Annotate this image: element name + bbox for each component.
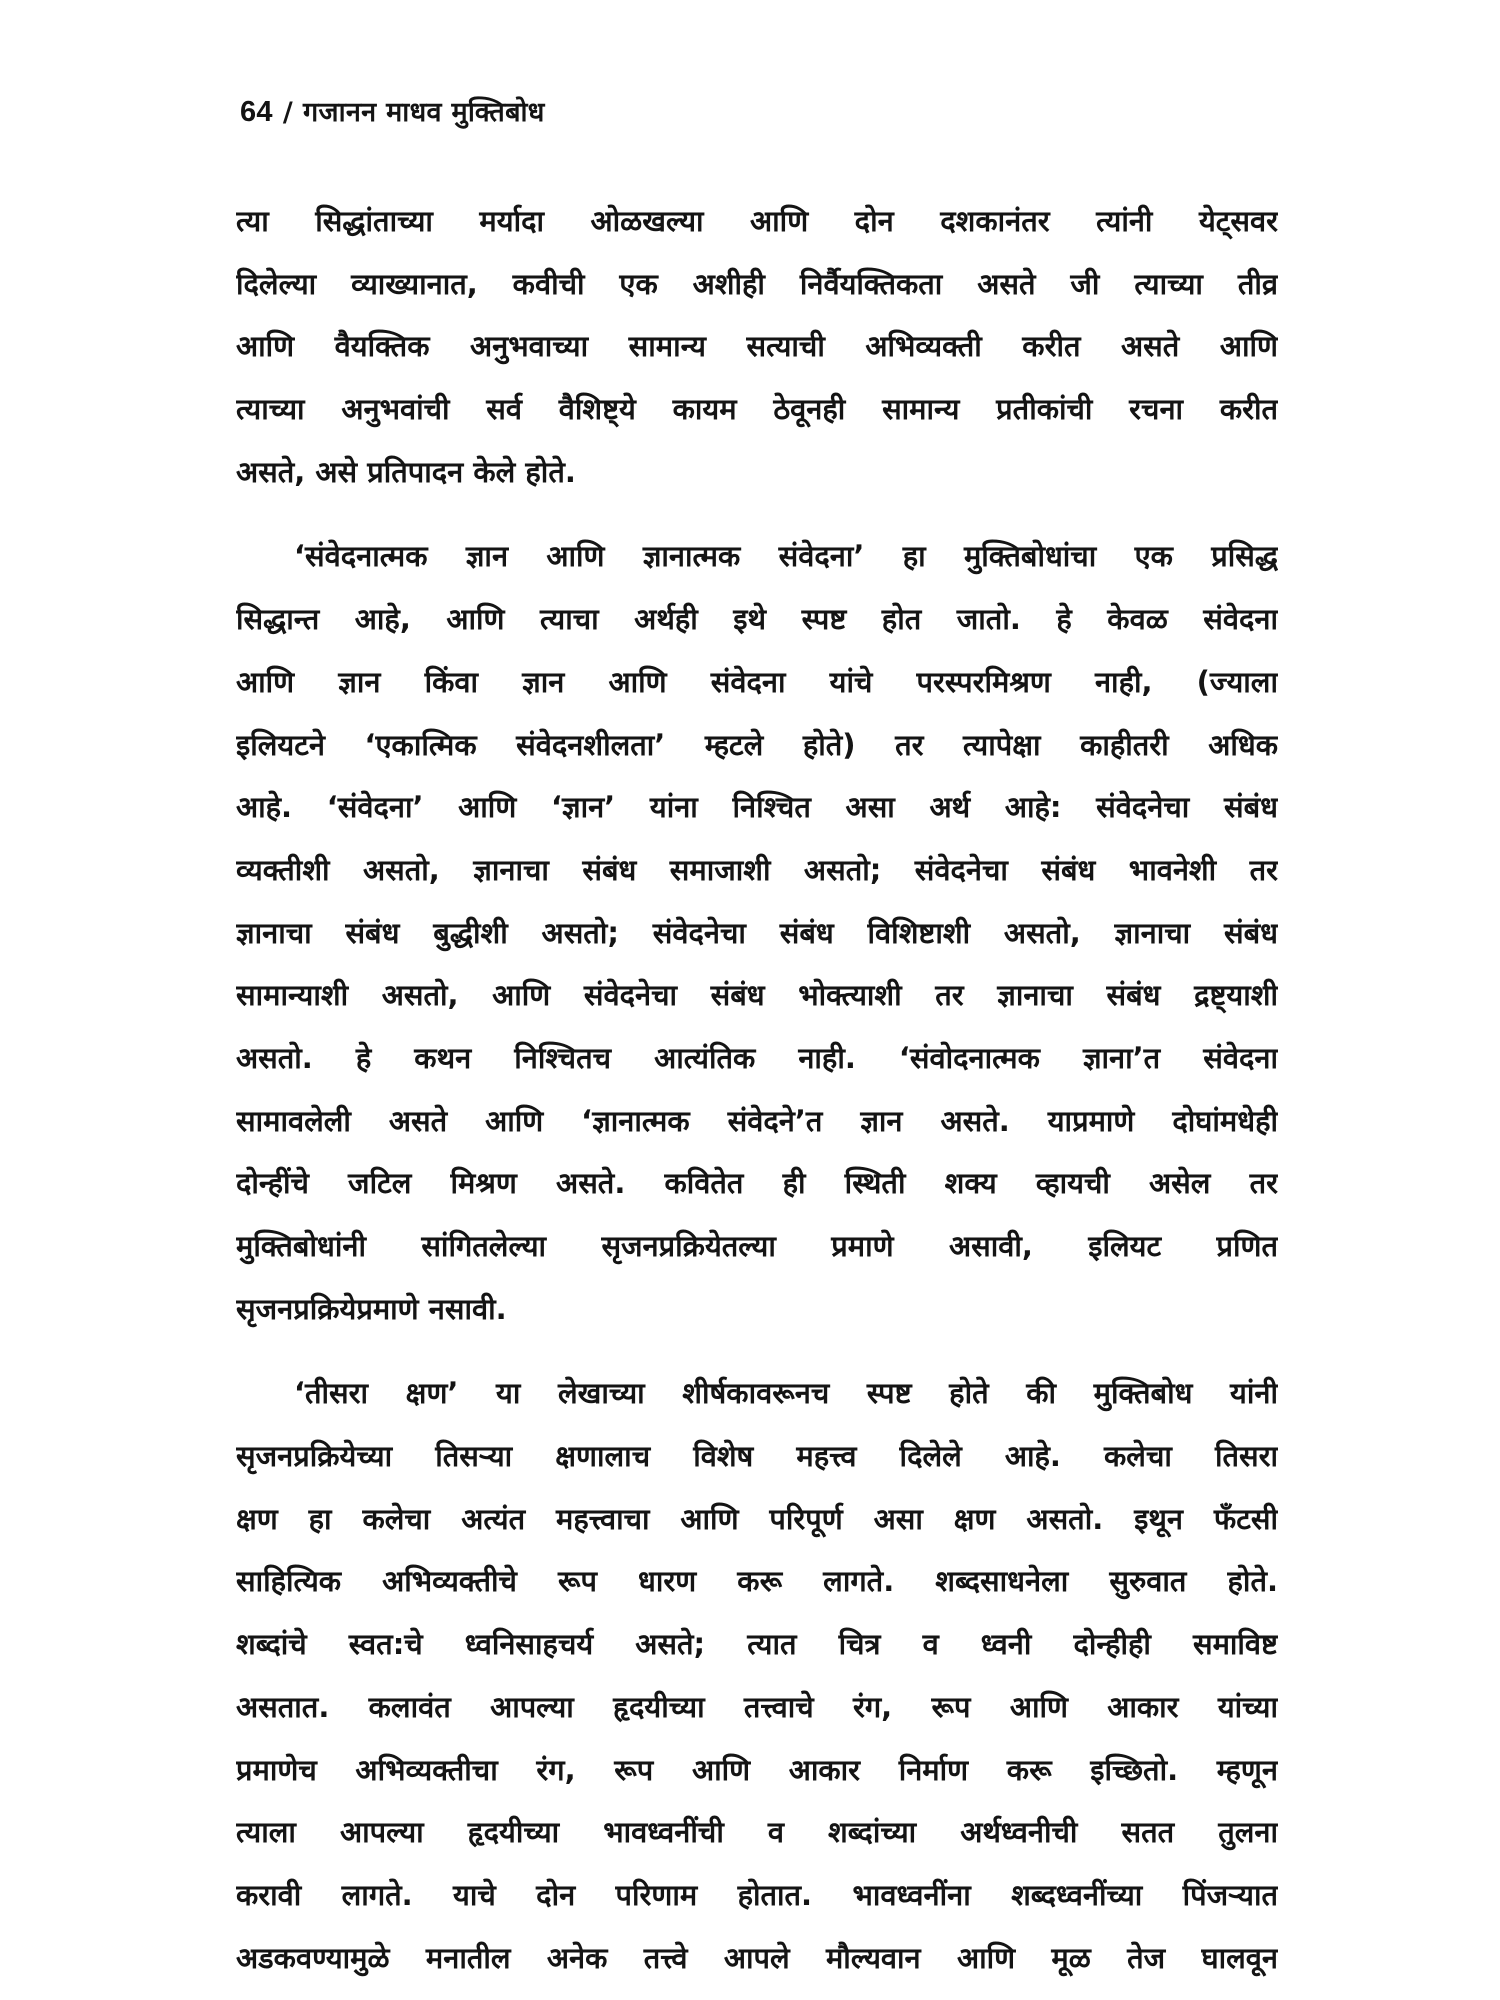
text-line: असतो. हे कथन निश्चितच आत्यंतिक नाही. ‘संवोदनात्मक ज्ञाना’त संवेदना xyxy=(236,1040,1278,1075)
text-line: शब्दांचे स्वत:चे ध्वनिसाहचर्य असते; त्यात चित्र व ध्वनी दोन्हीही समाविष्ट xyxy=(236,1627,1278,1662)
text-line: त्या सिद्धांताच्या मर्यादा ओळखल्या आणि दोन दशकानंतर त्यांनी येट्सवर xyxy=(236,204,1278,238)
text-line: आहे. ‘संवेदना’ आणि ‘ज्ञान’ यांना निश्चित असा अर्थ आहे: संवेदनेचा संबंध xyxy=(236,790,1278,825)
text-line: दोन्हींचे जटिल मिश्रण असते. कवितेत ही स्थिती शक्य व्हायची असेल तर xyxy=(236,1166,1278,1201)
text-line: आणि वैयक्तिक अनुभवाच्या सामान्य सत्याची अभिव्यक्ती करीत असते आणि xyxy=(236,329,1278,364)
text-line: अडकवण्यामुळे मनातील अनेक तत्त्वे आपले मौल्यवान आणि मूळ तेज घालवून xyxy=(236,1940,1278,1975)
header-separator: / xyxy=(282,97,294,128)
text-line: सामावलेली असते आणि ‘ज्ञानात्मक संवेदने’त ज्ञान असते. याप्रमाणे दोघांमधेही xyxy=(236,1103,1278,1138)
text-line: प्रमाणेच अभिव्यक्तीचा रंग, रूप आणि आकार निर्माण करू इच्छितो. म्हणून xyxy=(236,1752,1278,1787)
text-line: इलियटने ‘एकात्मिक संवेदनशीलता’ म्हटले होते) तर त्यापेक्षा काहीतरी अधिक xyxy=(236,727,1278,762)
running-header xyxy=(240,92,545,129)
text-line: क्षण हा कलेचा अत्यंत महत्त्वाचा आणि परिपूर्ण असा क्षण असतो. इथून फँटसी xyxy=(236,1501,1278,1536)
text-line: सामान्याशी असतो, आणि संवेदनेचा संबंध भोक्त्याशी तर ज्ञानाचा संबंध द्रष्ट्याशी xyxy=(236,978,1278,1013)
text-line: आणि ज्ञान किंवा ज्ञान आणि संवेदना यांचे परस्परमिश्रण नाही, (ज्याला xyxy=(236,664,1278,699)
text-line: ‘संवेदनात्मक ज्ञान आणि ज्ञानात्मक संवेदना’ हा मुक्तिबोधांचा एक प्रसिद्ध xyxy=(294,539,1278,574)
page-number: 64 xyxy=(240,96,273,128)
paragraph-gap xyxy=(236,503,1278,525)
paragraph-3 xyxy=(236,1362,1278,1989)
running-title: गजानन माधव मुक्तिबोध xyxy=(303,97,545,128)
paragraph-2 xyxy=(236,525,1278,1340)
text-line: मुक्तिबोधांनी सांगितलेल्या सृजनप्रक्रियेतल्या प्रमाणे असावी, इलियट प्रणित xyxy=(236,1229,1278,1263)
text-line: करावी लागते. याचे दोन परिणाम होतात. भावध्वनींना शब्दध्वनींच्या पिंजऱ्यात xyxy=(236,1877,1278,1912)
text-line: ज्ञानाचा संबंध बुद्धीशी असतो; संवेदनेचा संबंध विशिष्टाशी असतो, ज्ञानाचा संबंध xyxy=(236,915,1278,950)
text-line: दिलेल्या व्याख्यानात, कवीची एक अशीही निर्वैयक्तिकता असते जी त्याच्या तीव्र xyxy=(236,266,1278,301)
body-text xyxy=(236,190,1278,1989)
text-line: त्याच्या अनुभवांची सर्व वैशिष्ट्ये कायम ठेवूनही सामान्य प्रतीकांची रचना करीत xyxy=(236,392,1278,427)
text-line: असतात. कलावंत आपल्या हृदयीच्या तत्त्वाचे रंग, रूप आणि आकार यांच्या xyxy=(236,1689,1278,1724)
text-line: सिद्धान्त आहे, आणि त्याचा अर्थही इथे स्पष्ट होत जातो. हे केवळ संवेदना xyxy=(236,602,1278,637)
paragraph-1 xyxy=(236,190,1278,503)
text-line: त्याला आपल्या हृदयीच्या भावध्वनींची व शब्दांच्या अर्थध्वनीची सतत तुलना xyxy=(236,1815,1278,1850)
text-line: ‘तीसरा क्षण’ या लेखाच्या शीर्षकावरूनच स्पष्ट होते की मुक्तिबोध यांनी xyxy=(294,1376,1278,1411)
text-line: व्यक्तीशी असतो, ज्ञानाचा संबंध समाजाशी असतो; संवेदनेचा संबंध भावनेशी तर xyxy=(236,852,1278,887)
text-line: सृजनप्रक्रियेच्या तिसऱ्या क्षणालाच विशेष महत्त्व दिलेले आहे. कलेचा तिसरा xyxy=(236,1439,1278,1474)
text-line: असते, असे प्रतिपादन केले होते. xyxy=(236,454,576,489)
paragraph-gap xyxy=(236,1340,1278,1362)
text-line: सृजनप्रक्रियेप्रमाणे नसावी. xyxy=(236,1291,507,1326)
text-line: साहित्यिक अभिव्यक्तीचे रूप धारण करू लागते. शब्दसाधनेला सुरुवात होते. xyxy=(236,1564,1278,1599)
